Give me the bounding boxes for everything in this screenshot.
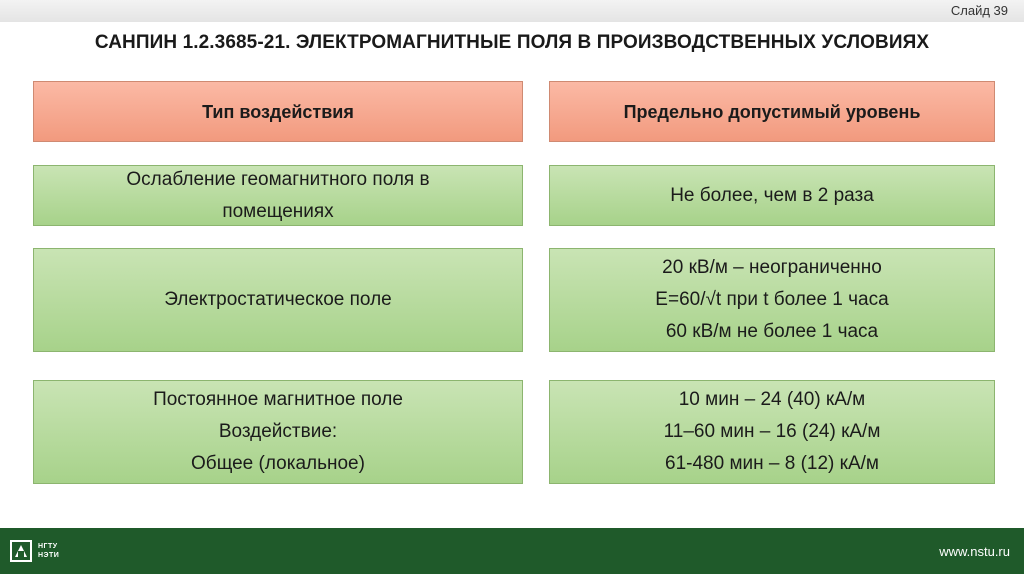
footer-bar: [0, 528, 1024, 574]
nstu-logo-icon: [10, 540, 32, 562]
row-1-exposure: [33, 165, 523, 226]
logo-line-2: НЭТИ: [38, 552, 60, 559]
row-2-level: [549, 248, 995, 352]
row-1-level-line-1: Не более, чем в 2 раза: [670, 184, 874, 206]
row-3-exposure-line-3: Общее (локальное): [191, 453, 365, 474]
nstu-logo: [10, 540, 59, 562]
row-3-exposure: [33, 380, 523, 484]
row-3-level-line-1: 10 мин – 24 (40) кА/м: [678, 389, 866, 410]
row-2-level-line-2: E=60/√t при t более 1 часа: [655, 289, 889, 310]
row-1-exposure-line-1: Ослабление геомагнитного поля в: [126, 168, 430, 190]
row-3-exposure-line-2: Воздействие:: [218, 421, 338, 442]
slide-title: САНПИН 1.2.3685-21. ЭЛЕКТРОМАГНИТНЫЕ ПОЛЯ В ПРОИЗВОДСТВЕННЫХ УСЛОВИЯХ: [94, 32, 930, 53]
top-strip: [0, 0, 1024, 22]
row-2-exposure-line-1: Электростатическое поле: [164, 289, 392, 310]
row-3-level: [549, 380, 995, 484]
footer-url-link[interactable]: www.nstu.ru: [939, 544, 1010, 559]
row-3-exposure-line-1: Постоянное магнитное поле: [153, 389, 403, 410]
row-2-exposure: [33, 248, 523, 352]
header-type-label: Тип воздействия: [202, 101, 354, 122]
row-2-level-line-3: 60 кВ/м не более 1 часа: [665, 321, 879, 342]
row-2-level-line-1: 20 кВ/м – неограниченно: [662, 257, 882, 278]
header-type-of-exposure: [33, 81, 523, 142]
logo-line-1: НГТУ: [38, 543, 58, 550]
header-max-permissible-level: [549, 81, 995, 142]
row-3-level-line-3: 61-480 мин – 8 (12) кА/м: [665, 453, 879, 474]
row-3-level-line-2: 11–60 мин – 16 (24) кА/м: [663, 421, 881, 442]
header-level-label: Предельно допустимый уровень: [623, 101, 921, 122]
slide-number: Слайд 39: [950, 3, 1008, 18]
row-1-level: [549, 165, 995, 226]
row-1-exposure-line-2: помещениях: [222, 200, 334, 222]
